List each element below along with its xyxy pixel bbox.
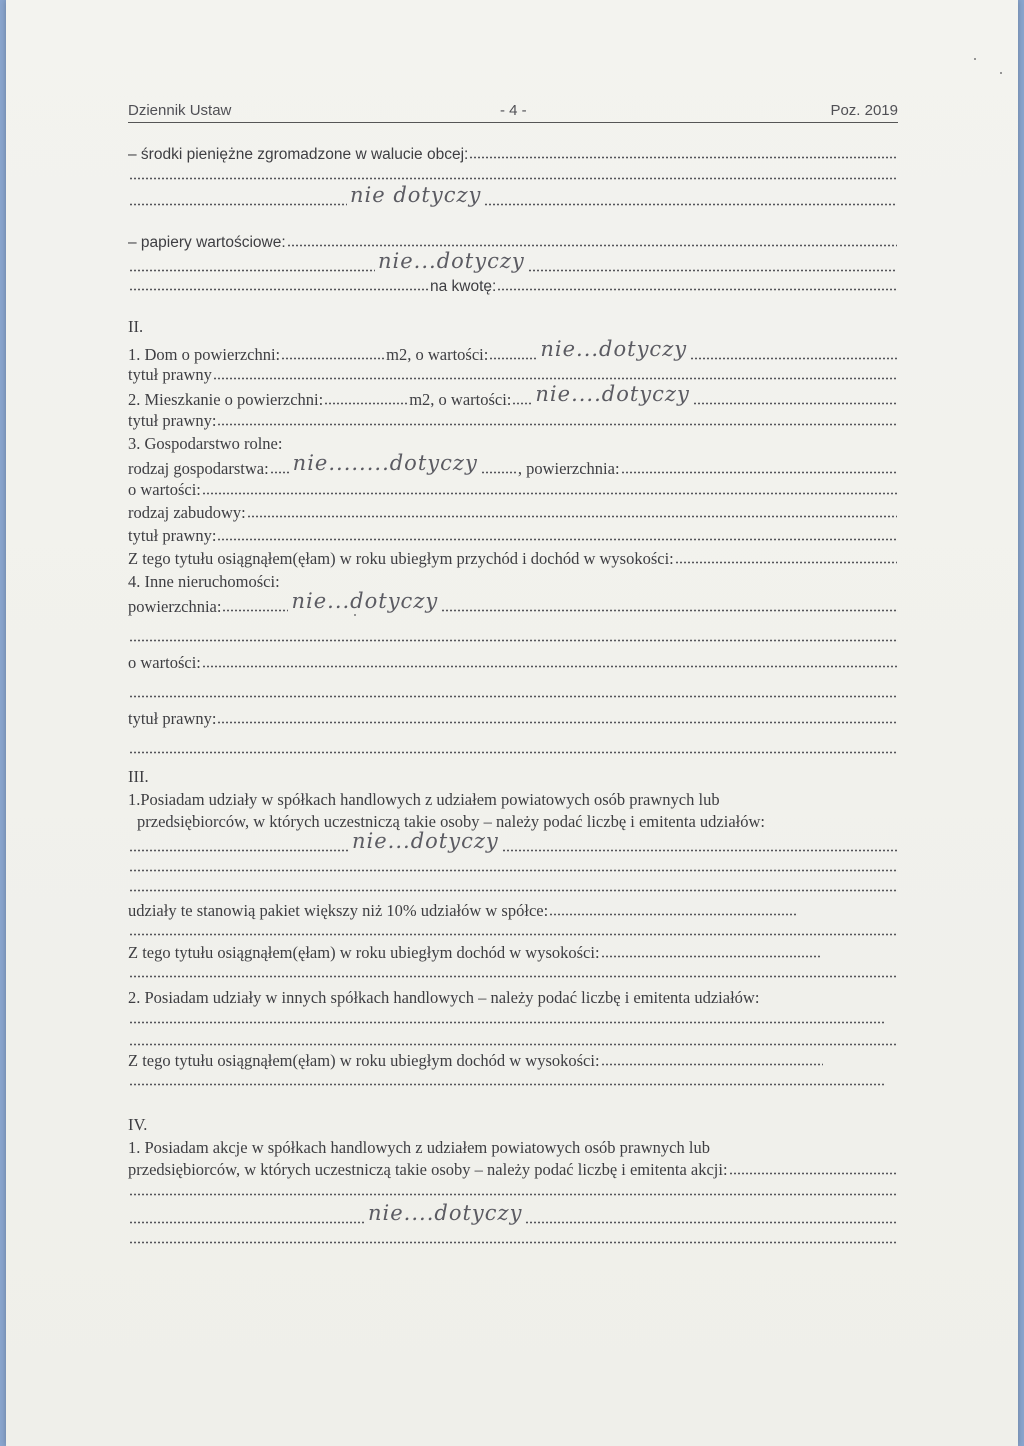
dotted-line: [128, 858, 898, 880]
form-line: tytuł prawny: [128, 364, 898, 386]
form-line: tytuł prawny:: [128, 708, 898, 730]
form-line: 2. Posiadam udziały w innych spółkach handlowych – należy podać liczbę i emitenta udziałów:: [128, 988, 760, 1007]
form-line: 4. Inne nieruchomości:: [128, 572, 280, 591]
handwritten-entry: nie...dotyczy: [352, 829, 499, 853]
form-line: – papiery wartościowe:: [128, 232, 898, 254]
journal-name: Dziennik Ustaw: [128, 102, 232, 119]
form-line: powierzchnia: nie...dotyczy: [128, 594, 898, 616]
form-line: Z tego tytułu osiągnąłem(ęłam) w roku ubiegłym przychód i dochód w wysokości:: [128, 548, 898, 570]
form-line: tytuł prawny:: [128, 525, 898, 547]
dotted-line: [128, 684, 898, 706]
section-heading: IV.: [128, 1115, 148, 1134]
dotted-line: [128, 740, 898, 762]
form-line: rodzaj zabudowy:: [128, 502, 898, 524]
dotted-line: [128, 1072, 898, 1094]
form-line: rodzaj gospodarstwa: nie........dotyczy , powierzchnia:: [128, 456, 898, 478]
dotted-line: [128, 878, 898, 900]
section-heading: III.: [128, 767, 149, 786]
dotted-line: [128, 166, 898, 188]
document-page: [6, 0, 1018, 1446]
handwritten-line: [128, 249, 898, 276]
handwritten-entry: nie dotyczy: [350, 183, 482, 207]
dotted-line: [128, 628, 898, 650]
handwritten-entry: nie...dotyczy: [291, 589, 439, 613]
form-line: – środki pieniężne zgromadzone w walucie obcej:: [128, 144, 898, 166]
handwritten-entry: nie...dotyczy: [540, 337, 688, 361]
handwritten-line: [128, 829, 898, 856]
form-line: 1. Dom o powierzchni: m2, o wartości: nie...dotyczy: [128, 342, 898, 364]
handwritten-entry: nie........dotyczy: [292, 451, 478, 475]
form-line: 1. Posiadam akcje w spółkach handlowych z udziałem powiatowych osób prawnych lub: [128, 1138, 710, 1157]
scan-speck: [354, 614, 356, 616]
form-line: o wartości:: [128, 652, 898, 674]
dotted-line: [128, 922, 898, 944]
dotted-line: [128, 1230, 898, 1252]
handwritten-entry: nie....dotyczy: [535, 382, 690, 406]
dotted-line: [128, 1010, 898, 1032]
section-heading: II.: [128, 317, 144, 336]
handwritten-line: [128, 183, 898, 210]
handwritten-entry: nie...dotyczy: [378, 249, 525, 273]
form-line: przedsiębiorców, w których uczestniczą takie osoby – należy podać liczbę i emitenta udziałów:: [137, 812, 765, 831]
form-line: na kwotę:: [128, 276, 898, 298]
form-line: 1.Posiadam udziały w spółkach handlowych z udziałem powiatowych osób prawnych lub: [128, 790, 720, 809]
page-number: - 4 -: [500, 102, 527, 119]
page-header: [128, 100, 898, 123]
form-line: przedsiębiorców, w których uczestniczą takie osoby – należy podać liczbę i emitenta akcji:: [128, 1159, 898, 1181]
form-line: tytuł prawny:: [128, 410, 898, 432]
form-line: o wartości:: [128, 479, 898, 501]
dotted-line: [128, 964, 898, 986]
form-line: 2. Mieszkanie o powierzchni: m2, o wartości: nie....dotyczy: [128, 387, 898, 409]
form-line: 3. Gospodarstwo rolne:: [128, 434, 283, 453]
form-line: Z tego tytułu osiągnąłem(ęłam) w roku ubiegłym dochód w wysokości:: [128, 1050, 898, 1072]
scan-speck: [1000, 72, 1002, 74]
handwritten-entry: nie....dotyczy: [368, 1201, 523, 1225]
position-number: Poz. 2019: [830, 102, 898, 119]
form-line: Z tego tytułu osiągnąłem(ęłam) w roku ubiegłym dochód w wysokości:: [128, 942, 898, 964]
scan-speck: [974, 58, 976, 60]
handwritten-line: [128, 1201, 898, 1228]
form-line: udziały te stanowią pakiet większy niż 10% udziałów w spółce:: [128, 900, 898, 922]
